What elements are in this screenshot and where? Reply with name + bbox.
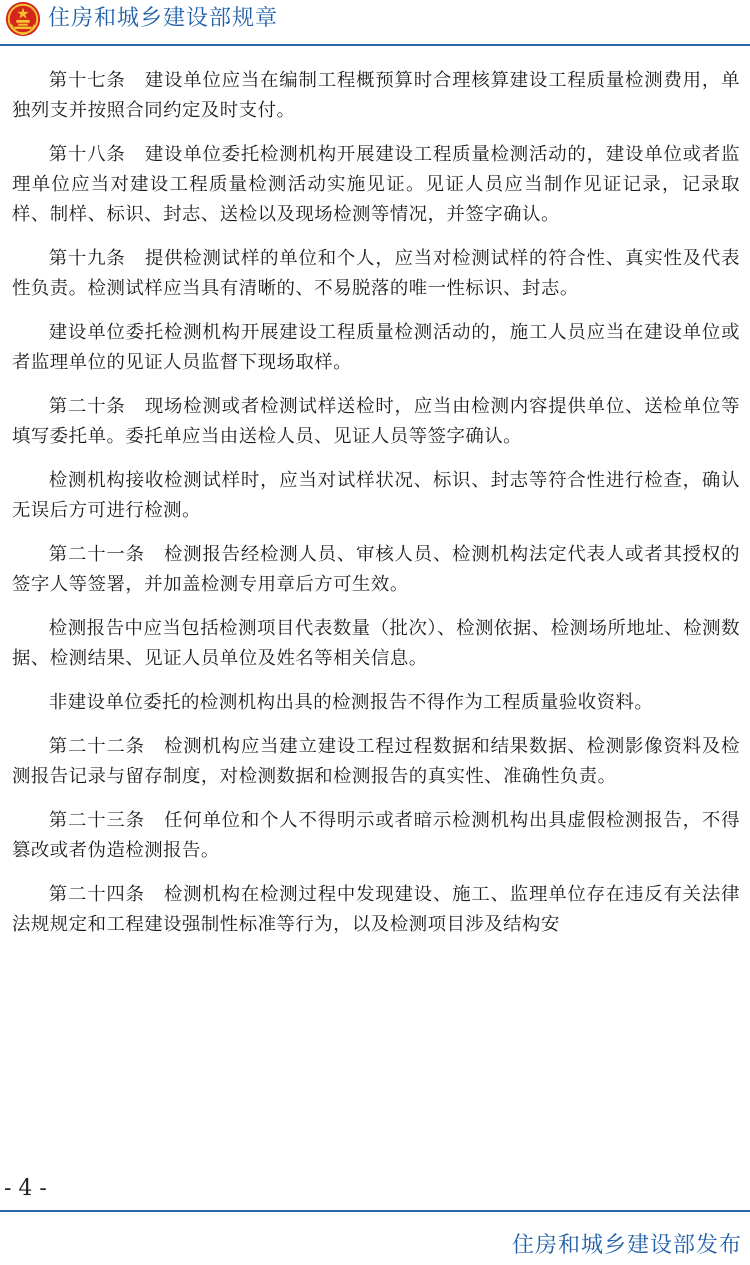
page-header bbox=[0, 0, 750, 54]
paragraph: 第二十四条 检测机构在检测过程中发现建设、施工、监理单位存在违反有关法律法规规定和工程建设强制性标准等行为，以及检测项目涉及结构安 bbox=[12, 884, 740, 935]
paragraph: 检测报告中应当包括检测项目代表数量（批次）、检测依据、检测场所地址、检测数据、检测结果、见证人员单位及姓名等相关信息。 bbox=[12, 618, 740, 669]
national-emblem-icon bbox=[4, 0, 42, 38]
paragraph: 建设单位委托检测机构开展建设工程质量检测活动的，施工人员应当在建设单位或者监理单位的见证人员监督下现场取样。 bbox=[12, 322, 740, 373]
paragraph: 第二十条 现场检测或者检测试样送检时，应当由检测内容提供单位、送检单位等填写委托单。委托单应当由送检人员、见证人员等签字确认。 bbox=[12, 396, 740, 447]
paragraph: 检测机构接收检测试样时，应当对试样状况、标识、封志等符合性进行检查，确认无误后方可进行检测。 bbox=[12, 470, 740, 521]
paragraph: 第二十一条 检测报告经检测人员、审核人员、检测机构法定代表人或者其授权的签字人等签署，并加盖检测专用章后方可生效。 bbox=[12, 544, 740, 595]
paragraph: 第十七条 建设单位应当在编制工程概预算时合理核算建设工程质量检测费用，单独列支并按照合同约定及时支付。 bbox=[12, 70, 740, 121]
footer-divider bbox=[0, 1210, 750, 1212]
page-number: - 4 - bbox=[4, 1176, 47, 1201]
paragraph: 第二十二条 检测机构应当建立建设工程过程数据和结果数据、检测影像资料及检测报告记录与留存制度，对检测数据和检测报告的真实性、准确性负责。 bbox=[12, 736, 740, 787]
paragraph: 非建设单位委托的检测机构出具的检测报告不得作为工程质量验收资料。 bbox=[48, 692, 654, 713]
paragraph: 第十九条 提供检测试样的单位和个人，应当对检测试样的符合性、真实性及代表性负责。检测试样应当具有清晰的、不易脱落的唯一性标识、封志。 bbox=[12, 248, 740, 299]
footer-publisher: 住房和城乡建设部发布 bbox=[511, 1233, 742, 1258]
header-title: 住房和城乡建设部规章 bbox=[48, 6, 279, 31]
paragraph: 第十八条 建设单位委托检测机构开展建设工程质量检测活动的，建设单位或者监理单位应当对建设工程质量检测活动实施见证。见证人员应当制作见证记录，记录取样、制样、标识、封志、送检以及现场检测等情况，并签字确认。 bbox=[12, 144, 740, 225]
header-divider bbox=[0, 44, 750, 46]
paragraph: 第二十三条 任何单位和个人不得明示或者暗示检测机构出具虚假检测报告，不得篡改或者伪造检测报告。 bbox=[12, 810, 740, 861]
article-body bbox=[12, 66, 740, 954]
